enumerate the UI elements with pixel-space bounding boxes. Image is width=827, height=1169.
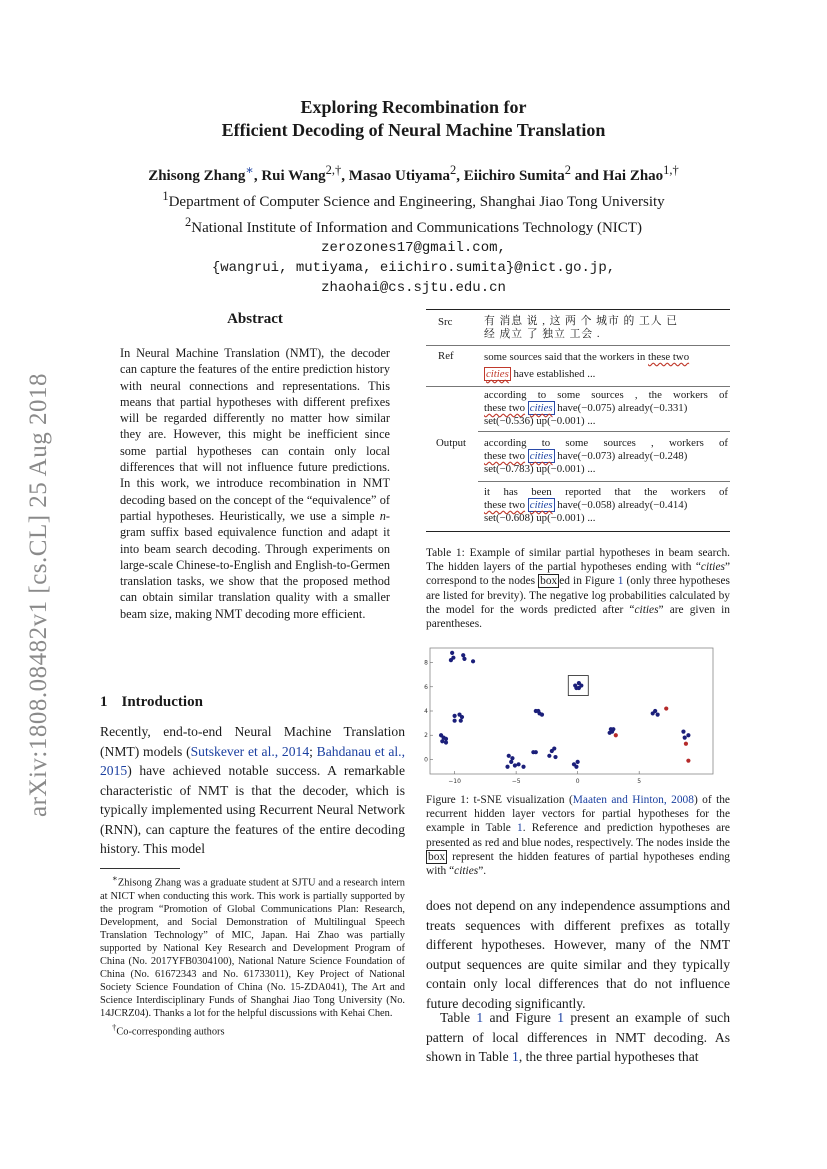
footnote-1-text: Zhisong Zhang was a graduate student at SJTU and a research intern at NICT when conducting this work. This work is partially supported by the program “Promotion of Global Communications Plan: Research, Development, and Social Demonstration of Multilingual Speech Translation Technology” of MIC, Japan. Hai Zhao was partially supported by National Key Research and Development Program of China (No. 2017YFB0304100), National Nature Science Foundation of China (No. 61672343 and No. 61733011), Key Project of National Society Science Foundation of China (No. 15-ZDA041), The Art and Science Interdisciplinary Funds of Shanghai Jiao Tong University (No. 14JCRZ04). Thanks a lot for the helpful discussions with Kehai Chen.: [100, 877, 405, 1020]
output-3-rest: have(−0.058) already(−0.414): [554, 499, 688, 511]
tcap-cities-2: cities: [634, 603, 659, 616]
footnote-1: [100, 872, 405, 1021]
table-src-text: [484, 315, 728, 341]
prediction-point: [552, 746, 556, 750]
output-2-boxed: cities: [529, 450, 553, 462]
prediction-point: [653, 709, 657, 713]
y-tick-label: 4: [424, 708, 428, 715]
prediction-point: [453, 714, 457, 718]
output-2-line-3: set(−0.783) up(−0.001) ...: [484, 463, 596, 475]
prediction-point: [608, 731, 612, 735]
email-1: zerozones17@gmail.com,: [321, 240, 506, 256]
prediction-point: [459, 719, 463, 723]
affiliation-1-text: Department of Computer Science and Engineering, Shanghai Jiao Tong University: [168, 194, 665, 210]
x-tick-label: −10: [448, 778, 461, 785]
output-2-line-1: according to some sources , workers of: [484, 437, 728, 449]
tcap-3: ed in Figure: [559, 575, 618, 588]
src-line-1: 有 消息 说 , 这 两 个 城市 的 工人 已: [484, 315, 679, 327]
author-4-mark: 2: [564, 163, 572, 177]
affiliation-2-text: National Institute of Information and Communications Technology (NICT): [191, 220, 642, 236]
prediction-point: [611, 727, 615, 731]
prediction-point: [510, 756, 514, 760]
rp2-3: present an example of such pattern of local differences in NMT decoding. As shown in Table: [426, 1010, 730, 1064]
prediction-point: [681, 729, 685, 733]
affiliation-2-mark: 2: [185, 215, 192, 229]
footnote-2-mark: †: [112, 1021, 117, 1032]
output-1-line-1: according to some sources , the workers of: [484, 389, 728, 401]
output-1-wavy: these two: [484, 402, 526, 414]
ref-boxed-word: cities: [486, 368, 509, 380]
table-rule-4: [478, 431, 730, 432]
abstract-n-variable: n: [379, 508, 386, 523]
y-tick-label: 8: [424, 659, 428, 667]
prediction-point: [509, 760, 513, 764]
y-tick-label: 6: [424, 683, 428, 691]
prediction-point: [547, 754, 551, 758]
prediction-point: [460, 715, 464, 719]
section-heading-introduction: [100, 694, 203, 711]
ref-prefix: some sources said that the workers in: [484, 351, 649, 363]
prediction-point: [516, 762, 520, 766]
prediction-point: [536, 709, 540, 713]
prediction-point: [450, 651, 454, 655]
prediction-point: [444, 740, 448, 744]
author-3: , Masao Utiyama: [341, 168, 451, 184]
intro-separator: ;: [309, 743, 317, 759]
output-2-rest: have(−0.073) already(−0.248): [554, 450, 688, 462]
prediction-point: [683, 736, 687, 740]
table-top-rule: [426, 309, 730, 310]
affiliation-2: [0, 212, 827, 238]
section-title: Introduction: [121, 694, 203, 710]
fcap-cities: cities: [454, 865, 479, 878]
reference-point: [614, 733, 618, 737]
output-1-boxed: cities: [529, 402, 553, 414]
abstract-heading: Abstract: [227, 311, 283, 327]
prediction-point: [576, 760, 580, 764]
prediction-point: [513, 763, 517, 767]
reference-point: [684, 742, 688, 746]
arxiv-id: arXiv:1808.08482v1 [cs.CL] 25 Aug 2018: [25, 373, 52, 817]
tcap-5: ” are given in parentheses.: [426, 603, 731, 631]
prediction-point: [449, 658, 453, 662]
right-paragraph-1: does not depend on any independence assumptions and treats sequences with different prefixes as totally different hypotheses. However, many of the NMT output sequences are quite similar and they typically contain only local differences that do not influence future decoding significantly.: [426, 898, 730, 1011]
footnote-1-mark: ∗: [112, 873, 118, 883]
section-number: 1: [100, 694, 108, 710]
table-bottom-rule: [426, 531, 730, 532]
abstract-text-part-2: -gram suffix based equivalence function and adapt it into beam search decoding. Through experiments on large-scale Chinese-to-English and English-to-Germen translation tasks, we show that the proposed method can obtain similar translation quality with a smaller beam size, making NMT decoding more efficient.: [120, 508, 390, 621]
tcap-4: (only three hypotheses are listed for brevity). The negative log probabilities calculated by the model for the words predicted after “: [426, 575, 730, 616]
x-tick-label: 5: [637, 778, 642, 785]
output-2-line-2: [484, 450, 728, 463]
prediction-point: [461, 653, 465, 657]
rp2-2: and Figure: [483, 1010, 558, 1025]
author-4: , Eiichiro Sumita: [456, 168, 565, 184]
table-output-3: [484, 486, 728, 525]
intro-text-2: ) have achieved notable success. A remarkable characteristic of NMT is that the decoder, which is typically implemented using Recurrent Neural Network (RNN), can capture the features of the entire decoding history. This model: [100, 763, 405, 856]
introduction-body: [100, 722, 405, 859]
table-output-2: [484, 437, 728, 476]
rp2-table-link[interactable]: 1: [476, 1010, 484, 1025]
prediction-point: [462, 657, 466, 661]
right-paragraph-2: [426, 1008, 730, 1067]
rp2-1: Table: [440, 1010, 477, 1025]
author-5: and Hai Zhao: [571, 168, 664, 184]
rp2-table-link-2[interactable]: 1: [512, 1049, 519, 1064]
reference-point: [686, 759, 690, 763]
table-rule-2: [426, 345, 730, 346]
author-1-mark: ∗: [245, 163, 254, 177]
tcap-cities: cities: [700, 561, 725, 574]
author-block: [0, 160, 827, 298]
author-3-mark: 2: [450, 163, 457, 177]
prediction-point: [440, 739, 444, 743]
author-names: [0, 160, 827, 186]
rp2-4: , the three partial hypotheses that: [518, 1049, 699, 1064]
fcap-4: represent the hidden features of partial hypotheses ending with “: [426, 850, 730, 878]
fcap-2: ) of the recurrent hidden layer vectors for partial hypotheses for the example in Table: [426, 794, 730, 835]
table-src-label: Src: [438, 316, 453, 328]
email-2: {wangrui, mutiyama, eiichiro.sumita}@nict.go.jp,: [211, 260, 616, 276]
table-output-label: Output: [436, 437, 466, 449]
abstract-text-part-1: In Neural Machine Translation (NMT), the decoder can capture the features of the entire prediction history with neural connections and representations. This means that partial hypotheses with different prefixes will be regarded differently no matter how similar they are. However, this might be inefficient since some partial hypotheses can contain only local differences that will not influence future predictions. In this work, we introduce recombination in NMT decoding based on the concept of the “equivalence” of partial hypotheses. Heuristically, we use a simple: [120, 346, 390, 523]
x-tick-label: −5: [511, 778, 521, 785]
title-line-2: Efficient Decoding of Neural Machine Translation: [221, 120, 606, 140]
fcap-table-link[interactable]: 1: [517, 822, 523, 835]
footnote-2-text: Co-corresponding authors: [116, 1025, 225, 1037]
table-ref-text: [484, 349, 728, 383]
output-3-wavy: these two: [484, 499, 526, 511]
prediction-point: [521, 765, 525, 769]
output-1-rest: have(−0.075) already(−0.331): [554, 402, 688, 414]
fcap-1: Figure 1: t-SNE visualization (: [426, 794, 573, 806]
prediction-point: [471, 659, 475, 663]
reference-point: [664, 706, 668, 710]
author-1: Zhisong Zhang: [148, 168, 246, 184]
prediction-point: [574, 765, 578, 769]
output-1-line-3: set(−0.536) up(−0.001) ...: [484, 415, 596, 427]
rp2-figure-link[interactable]: 1: [557, 1010, 565, 1025]
email-3: zhaohai@cs.sjtu.edu.cn: [321, 280, 506, 296]
output-3-line-1: it has been reported that the workers of: [484, 486, 728, 498]
output-3-line-3: set(−0.608) up(−0.001) ...: [484, 512, 596, 524]
tcap-figure-link[interactable]: 1: [617, 575, 624, 588]
table-ref-label: Ref: [438, 350, 454, 362]
prediction-point: [507, 754, 511, 758]
abstract-body: [120, 345, 390, 622]
arxiv-side-stamp: [14, 335, 64, 855]
figure-1-caption: [426, 793, 730, 878]
prediction-point: [444, 737, 448, 741]
output-3-line-2: [484, 499, 728, 512]
table-1-caption: [426, 546, 730, 631]
tcap-1: Table 1: Example of similar partial hypotheses in beam search. The hidden layers of the partial hypotheses ending with “: [426, 547, 730, 574]
ref-wavy-phrase: these two: [648, 351, 690, 363]
output-2-wavy: these two: [484, 450, 526, 462]
prediction-point: [540, 713, 544, 717]
src-line-2: 经 成立 了 独立 工会 .: [484, 328, 601, 340]
fcap-box: box: [428, 850, 446, 863]
footnotes: [100, 872, 405, 1038]
prediction-point: [574, 686, 578, 690]
prediction-point: [534, 750, 538, 754]
prediction-point: [505, 765, 509, 769]
tcap-box: box: [540, 575, 558, 588]
prediction-point: [686, 733, 690, 737]
prediction-point: [656, 713, 660, 717]
title-line-1: Exploring Recombination for: [300, 97, 527, 117]
fcap-3: . Reference and prediction hypotheses are presented as red and blue nodes, respectively. The nodes inside the: [426, 822, 730, 849]
ref-suffix: have established ...: [510, 368, 596, 380]
table-rule-5: [478, 481, 730, 482]
prediction-point: [453, 719, 457, 723]
author-5-mark: 1,†: [663, 163, 679, 177]
y-tick-label: 2: [424, 732, 428, 740]
footnote-2: [100, 1021, 405, 1039]
tcap-2: ” correspond to the nodes: [426, 561, 730, 588]
fcap-5: ”.: [478, 865, 487, 878]
table-rule-3: [426, 386, 730, 387]
intro-text-1: Recently, end-to-end Neural Machine Translation (NMT) models (: [100, 724, 405, 759]
table-output-1: [484, 389, 728, 428]
y-tick-label: 0: [424, 756, 428, 764]
affiliation-1: [0, 186, 827, 212]
citation-sutskever[interactable]: Sutskever et al., 2014: [190, 743, 310, 759]
figure-1-scatter-plot: [420, 642, 725, 790]
author-2-mark: 2,†: [325, 163, 342, 177]
affiliation-1-mark: 1: [162, 189, 169, 203]
cities-highlight-box: [568, 676, 588, 696]
author-2: , Rui Wang: [253, 168, 326, 184]
citation-bahdanau[interactable]: Bahdanau et al., 2015: [100, 743, 405, 778]
plot-frame: [430, 648, 713, 774]
x-tick-label: 0: [575, 778, 580, 785]
output-1-line-2: [484, 402, 728, 415]
output-3-boxed: cities: [529, 499, 553, 511]
citation-maaten[interactable]: Maaten and Hinton, 2008: [572, 794, 694, 806]
prediction-point: [553, 755, 557, 759]
paper-title: [0, 96, 827, 142]
footnote-rule: [100, 868, 180, 869]
